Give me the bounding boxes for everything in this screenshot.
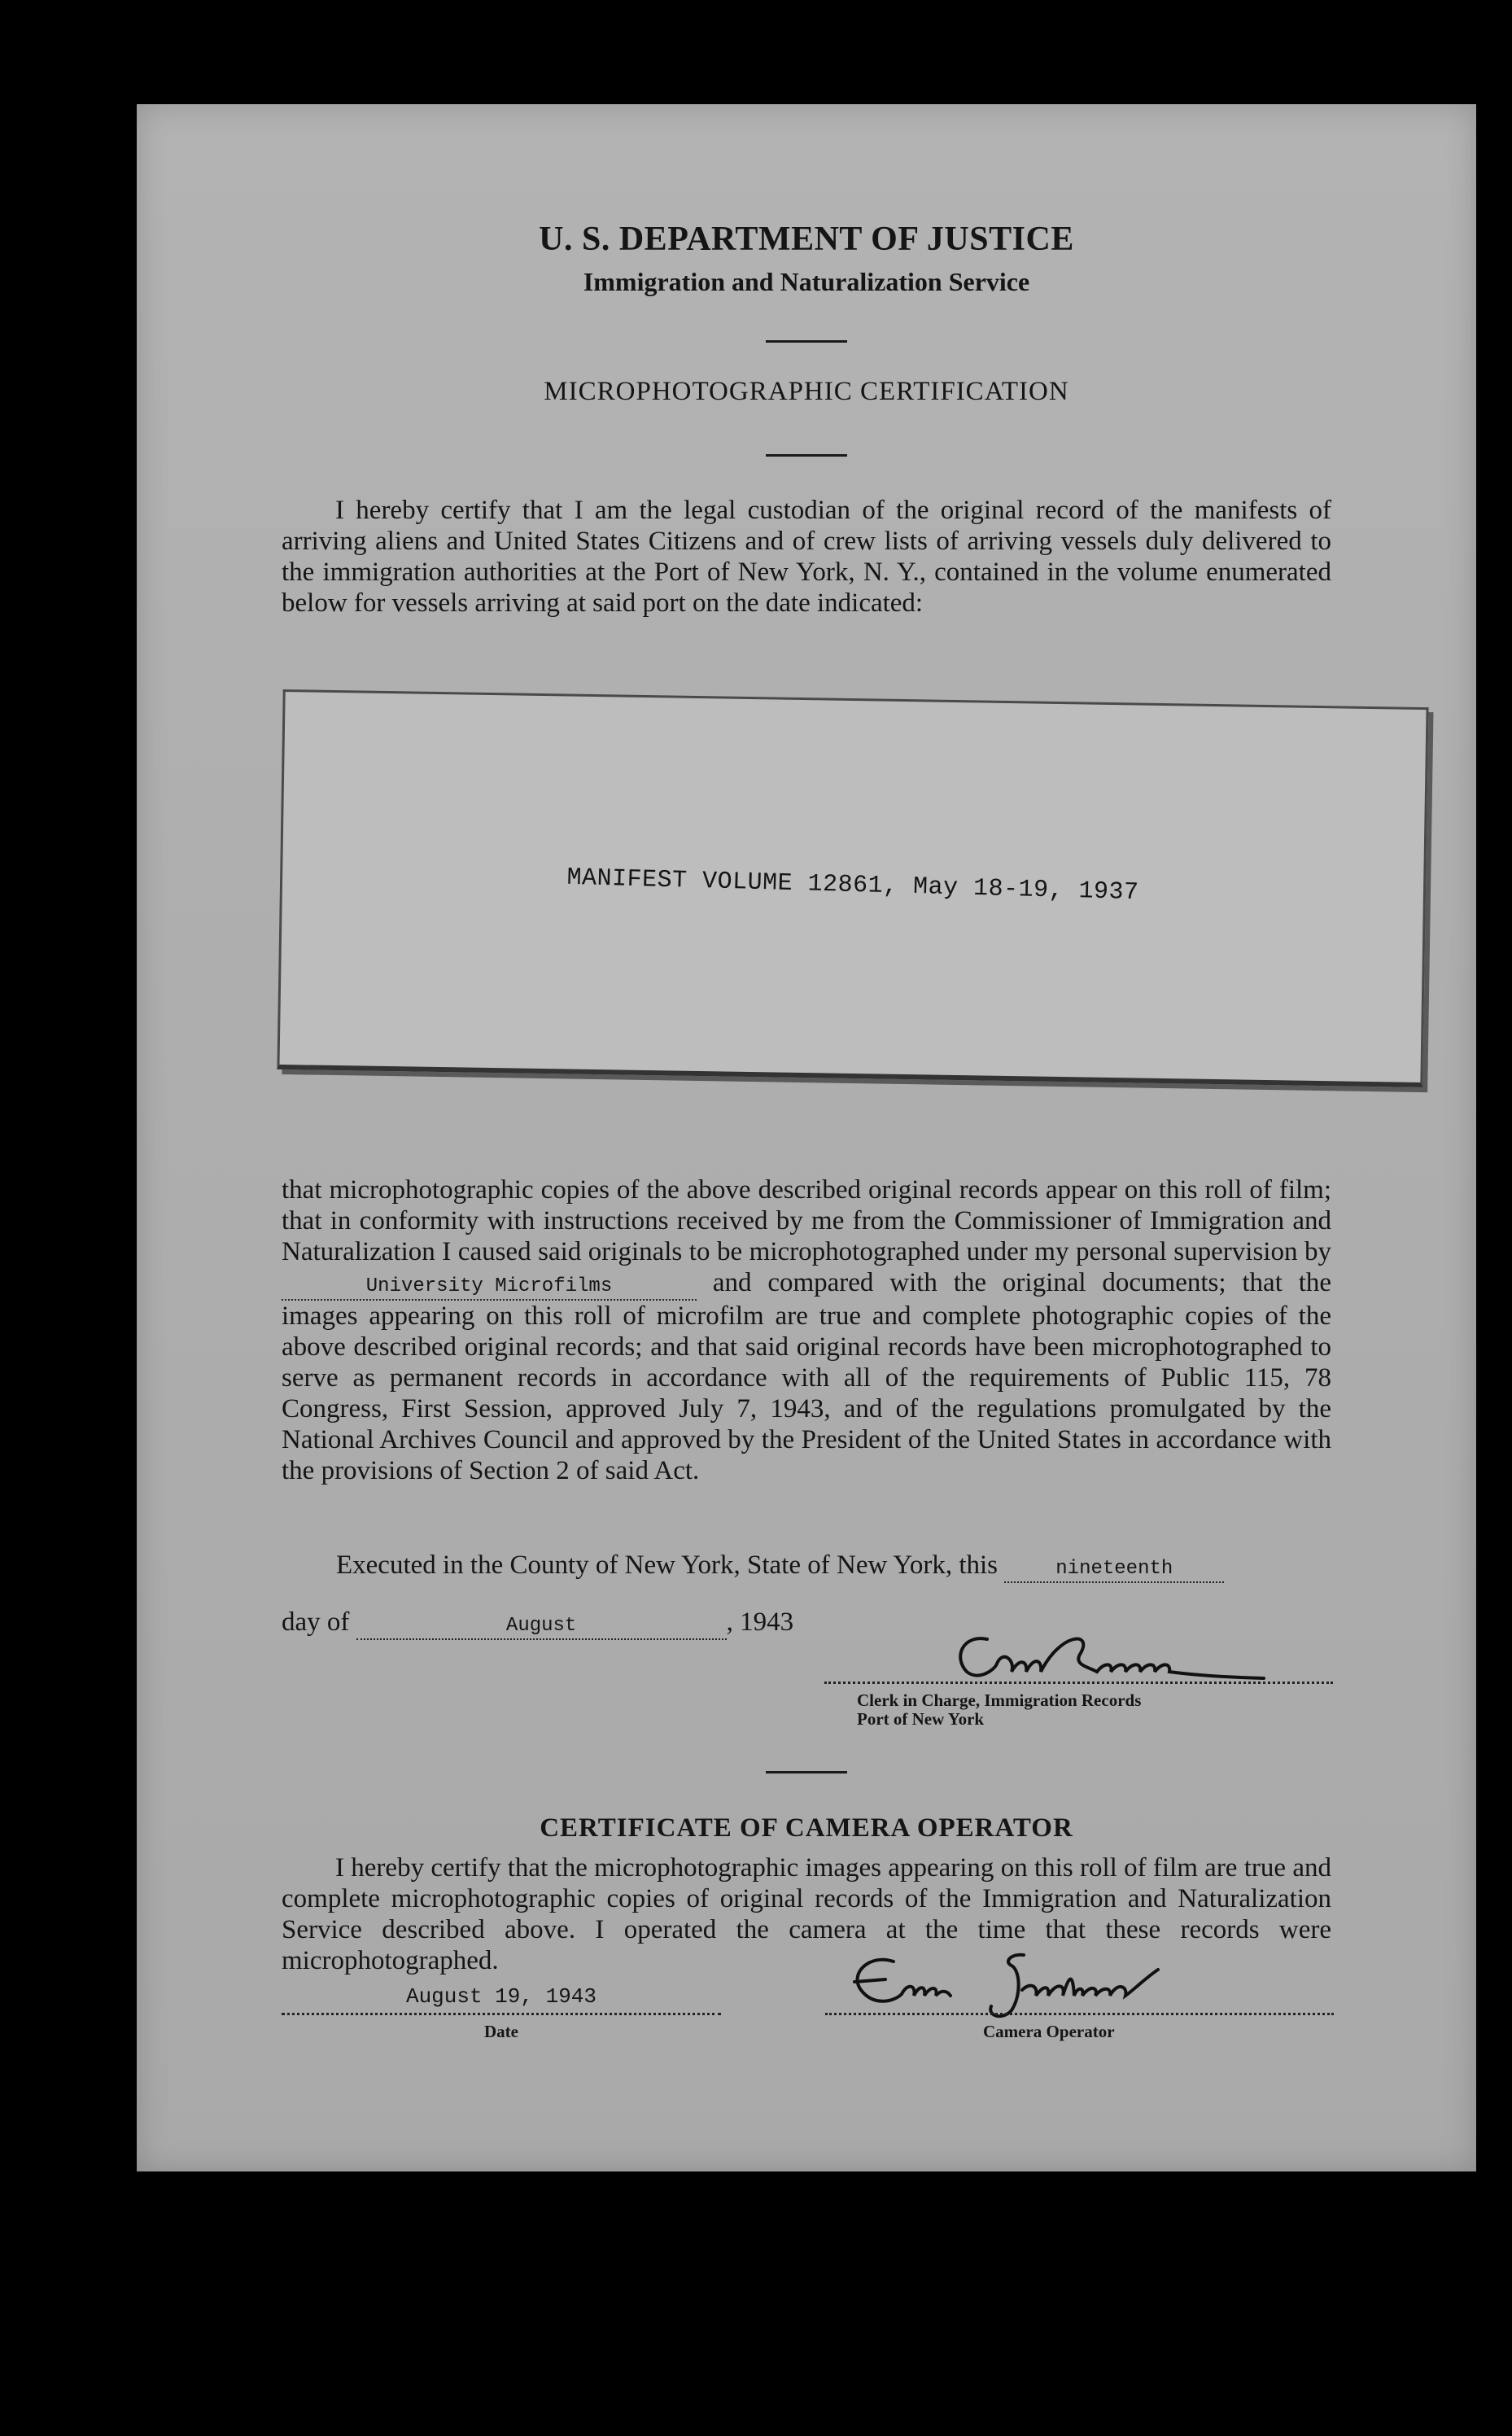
camera-operator-line [825, 2013, 1334, 2015]
intro-paragraph: I hereby certify that I am the legal custodian of the original record of the manifests of arriving aliens and United States Citizens and of crew lists of arriving vessels duly delivered to the immigration authorities at the Port of New York, N. Y., contained in the volume enumerated below for vessels arriving at said port on the date indicated: [282, 496, 1331, 618]
day-of-label: day of [282, 1607, 350, 1637]
camera-paragraph: I hereby certify that the microphotographic images appearing on this roll of film are true and complete microphotographic copies of original records of the Immigration and Naturalization Service described above. I operated the camera at the time that these records were microphotographed. [282, 1853, 1331, 1975]
certification-title: MICROPHOTOGRAPHIC CERTIFICATION [544, 377, 1069, 406]
day-of-line [282, 1606, 933, 1640]
camera-certificate-title: CERTIFICATE OF CAMERA OPERATOR [540, 1813, 1073, 1843]
clerk-signature-line [824, 1682, 1333, 1684]
clerk-caption-title: Clerk in Charge, Immigration Records [857, 1690, 1142, 1710]
clerk-caption [857, 1691, 1141, 1729]
executed-prefix: Executed in the County of New York, State of New York, this [336, 1550, 999, 1580]
month-field: August [356, 1614, 727, 1640]
date-caption: Date [484, 2022, 518, 2041]
certificate-sheet [137, 104, 1476, 2171]
clerk-signature [938, 1625, 1288, 1690]
manifest-volume-text: MANIFEST VOLUME 12861, May 18-19, 1937 [566, 864, 1139, 907]
department-heading: U. S. DEPARTMENT OF JUSTICE [539, 221, 1074, 258]
service-subheading: Immigration and Naturalization Service [583, 267, 1030, 296]
manifest-volume-slip [277, 689, 1428, 1087]
body-text-part2: and compared with the original documents; that the images appearing on this roll of microfilm are true and complete photographic copies of the above described original records; and that said original records have been microphotographed to serve as permanent records in accordance with all of the requirements of Public 115, 78 Congress, First Session, approved July 7, 1943, and of the regulations promulgated by the National Archives Council and approved by the President of the United States in accordance with the provisions of Section 2 of said Act. [282, 1268, 1332, 1485]
divider-rule [766, 340, 847, 343]
date-value: August 19, 1943 [405, 1984, 597, 2009]
executed-day-field: nineteenth [1004, 1557, 1224, 1583]
camera-operator-signature [837, 1945, 1178, 2023]
date-line [282, 2013, 721, 2015]
body-paragraph [282, 1174, 1331, 1486]
year-text: , 1943 [726, 1607, 794, 1637]
divider-rule [766, 1771, 847, 1773]
supervisor-field: University Microfilms [282, 1275, 697, 1301]
body-text-part1: that microphotographic copies of the above described original records appear on this roll of film; that in conformity with instructions received by me from the Commissioner of Immigration and Naturalization I caused said originals to be microphotographed under my personal supervision by [282, 1175, 1331, 1266]
executed-line [336, 1549, 1353, 1583]
divider-rule [766, 454, 847, 457]
clerk-caption-port: Port of New York [857, 1709, 985, 1729]
camera-operator-caption: Camera Operator [983, 2022, 1115, 2041]
